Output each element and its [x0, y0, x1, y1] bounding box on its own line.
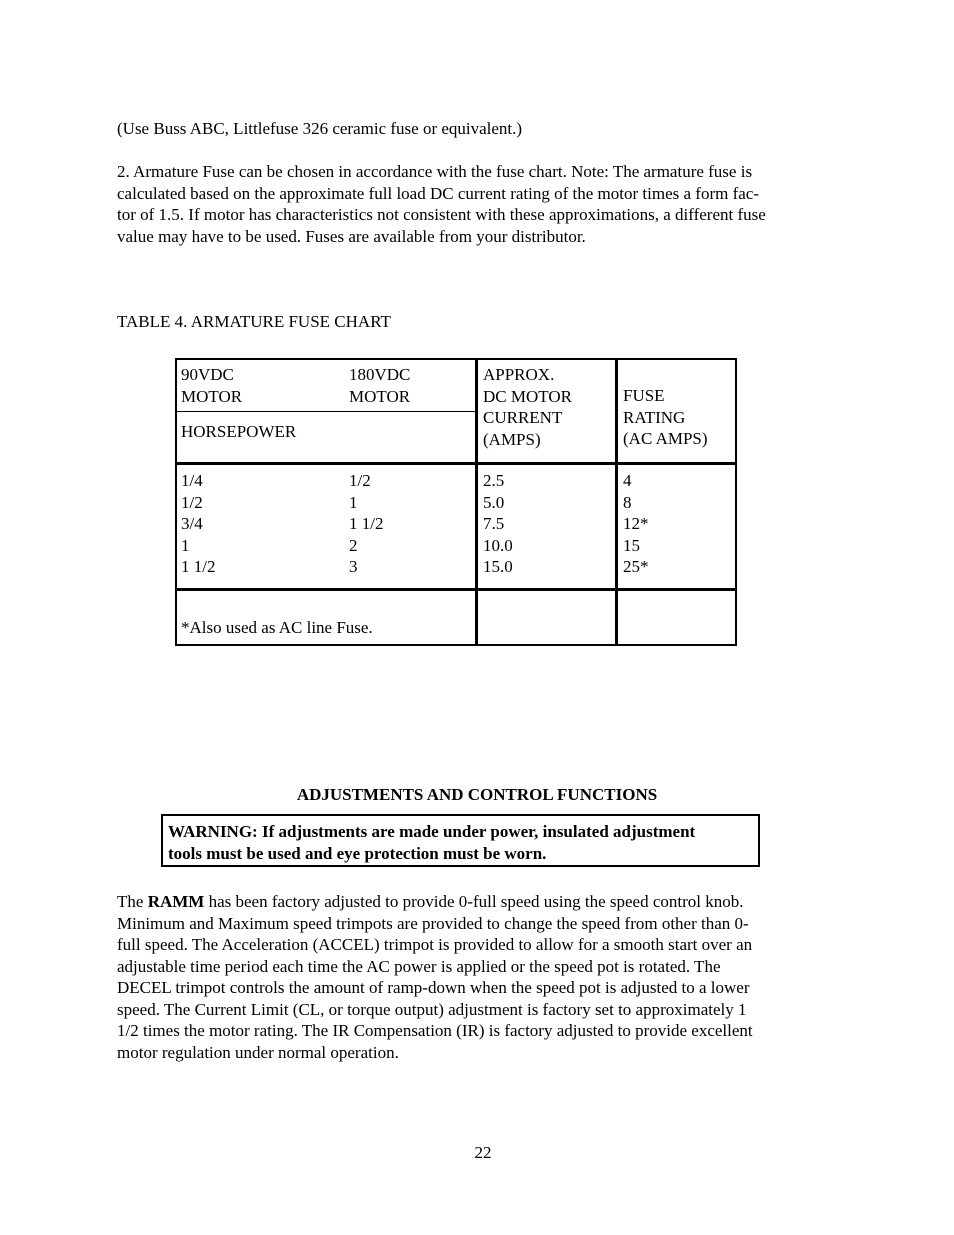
table-footnote: *Also used as AC line Fuse.	[181, 618, 373, 637]
table-border-right	[735, 358, 737, 646]
fuse-note: (Use Buss ABC, Littlefuse 326 ceramic fuse or equivalent.)	[117, 119, 523, 138]
warning-line: WARNING: If adjustments are made under power, insulated adjustment	[168, 822, 696, 841]
column-divider	[615, 358, 618, 646]
page-number: 22	[474, 1143, 492, 1162]
paragraph-line: calculated based on the approximate full load DC current rating of the motor times a form fac-	[117, 183, 759, 203]
body-divider	[175, 588, 737, 591]
paragraph-lead: The	[117, 892, 148, 911]
header-subdivider	[175, 411, 477, 412]
paragraph-line: tor of 1.5. If motor has characteristics not consistent with these approximations, a different fuse	[117, 205, 766, 224]
header-dc-motor-current: APPROX. DC MOTOR CURRENT (AMPS)	[483, 365, 572, 449]
hp-180vdc-values: 1/2 1 1 1/2 2 3	[349, 471, 384, 576]
paragraph-line: adjustable time period each time the AC power is applied or the speed pot is rotated. The	[117, 956, 721, 976]
table-title: TABLE 4. ARMATURE FUSE CHART	[117, 312, 391, 331]
paragraph-line: speed. The Current Limit (CL, or torque output) adjustment is factory set to approximately 1	[117, 999, 747, 1019]
armature-fuse-paragraph	[117, 161, 839, 247]
header-divider	[175, 462, 737, 465]
paragraph-line: 2. Armature Fuse can be chosen in accordance with the fuse chart. Note: The armature fuse is	[117, 162, 753, 181]
header-90vdc-motor: 90VDC MOTOR	[181, 365, 243, 406]
paragraph-text: has been factory adjusted to provide 0-full speed using the speed control knob.	[204, 892, 744, 911]
paragraph-line: full speed. The Acceleration (ACCEL) trimpot is provided to allow for a smooth start over an	[117, 935, 753, 954]
adjustments-paragraph	[117, 891, 839, 1063]
paragraph-line	[117, 891, 839, 913]
paragraph-line: Minimum and Maximum speed trimpots are provided to change the speed from other than 0-	[117, 913, 749, 933]
product-name: RAMM	[147, 892, 205, 911]
warning-box	[161, 814, 760, 867]
header-180vdc-motor: 180VDC MOTOR	[349, 365, 411, 406]
fuse-rating-values: 4 8 12* 15 25*	[623, 471, 649, 576]
paragraph-line: motor regulation under normal operation.	[117, 1042, 399, 1062]
hp-90vdc-values: 1/4 1/2 3/4 1 1 1/2	[181, 471, 216, 576]
current-values: 2.5 5.0 7.5 10.0 15.0	[483, 471, 513, 576]
header-fuse-rating: FUSE RATING (AC AMPS)	[623, 386, 708, 448]
paragraph-line: DECEL trimpot controls the amount of ramp-down when the speed pot is adjusted to a lower	[117, 978, 750, 997]
table-border-left	[175, 358, 177, 646]
column-divider	[475, 358, 478, 646]
paragraph-line: value may have to be used. Fuses are available from your distributor.	[117, 226, 586, 246]
table-border-top	[175, 358, 737, 360]
section-heading: ADJUSTMENTS AND CONTROL FUNCTIONS	[296, 785, 658, 804]
table-border-bottom	[175, 644, 737, 646]
header-horsepower: HORSEPOWER	[181, 422, 297, 441]
warning-line: tools must be used and eye protection must be worn.	[168, 844, 547, 863]
paragraph-line: 1/2 times the motor rating. The IR Compensation (IR) is factory adjusted to provide excellent	[117, 1021, 753, 1040]
armature-fuse-chart	[175, 358, 737, 646]
